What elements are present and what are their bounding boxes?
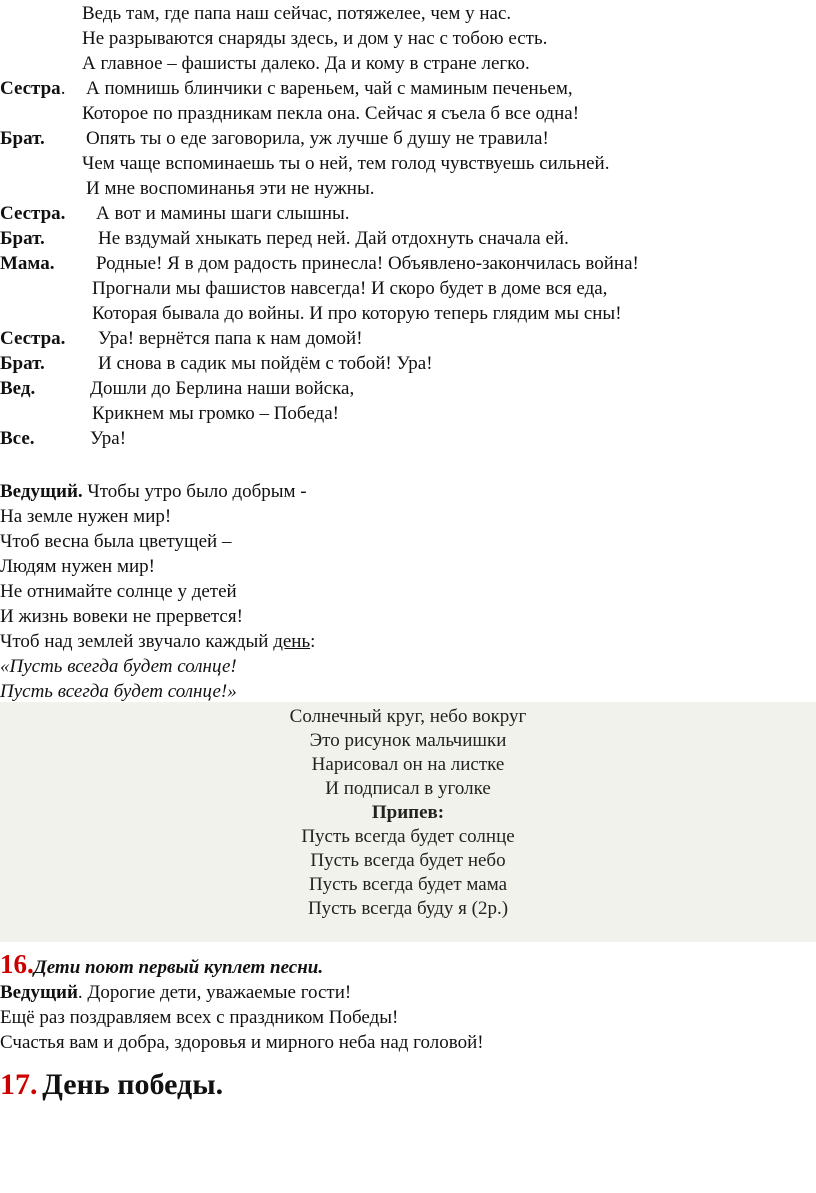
speaker-label: Все.	[0, 428, 35, 449]
dialogue-text: Крикнем мы громко – Победа!	[92, 403, 339, 424]
dialogue-text: Не разрываются снаряды здесь, и дом у нас с тобою есть.	[82, 28, 548, 49]
poem-line: Чтоб над землей звучало каждый день:	[0, 631, 316, 652]
speaker-label: Ведущий	[0, 982, 78, 1003]
song-chorus-line: Пусть всегда будет мама	[308, 874, 508, 895]
dialogue-text: Дошли до Берлина наши войска,	[90, 378, 355, 399]
poem-line: Чтоб весна была цветущей –	[0, 531, 232, 552]
closing-text: . Дорогие дети, уважаемые гости!	[77, 982, 352, 1003]
poem-quote-line: Пусть всегда будет солнце!»	[0, 681, 237, 702]
poem-line: И жизнь вовеки не прервется!	[0, 606, 243, 627]
section-title: День победы.	[42, 1068, 224, 1101]
song-chorus-line: Пусть всегда буду я (2р.)	[307, 898, 509, 919]
speaker-label: Мама.	[0, 253, 55, 274]
song-verse-line: И подписал в уголке	[325, 778, 491, 799]
speaker-label: Брат.	[0, 353, 45, 374]
section-number: 16.	[0, 949, 34, 979]
dialogue-text: Ведь там, где папа наш сейчас, потяжелее, чем у нас.	[82, 3, 512, 24]
dialogue-text: Которое по праздникам пекла она. Сейчас я съела б все одна!	[82, 103, 580, 124]
section-heading	[0, 1066, 223, 1104]
song-verse-line: Это рисунок мальчишки	[309, 730, 507, 751]
poem-quote-line: «Пусть всегда будет солнце!	[0, 656, 237, 677]
underlined-word: день	[273, 631, 311, 652]
dialogue-text: Которая бывала до войны. И про которую теперь глядим мы сны!	[92, 303, 622, 324]
poem-text: Чтобы утро было добрым -	[87, 481, 307, 502]
dialogue-text: А вот и мамины шаги слышны.	[96, 203, 350, 224]
dialogue-text: Чем чаще вспоминаешь ты о ней, тем голод чувствуешь сильней.	[82, 153, 610, 174]
poem-line: Не отнимайте солнце у детей	[0, 581, 237, 602]
section-title: Дети поют первый куплет песни.	[33, 957, 324, 978]
speaker-label: Вед.	[0, 378, 36, 399]
song-verse-line: Солнечный круг, небо вокруг	[289, 706, 527, 727]
dialogue-text: А помнишь блинчики с вареньем, чай с маминым печеньем,	[86, 78, 573, 99]
dialogue-text: Родные! Я в дом радость принесла! Объявлено-закончилась война!	[96, 253, 639, 274]
speaker-label: Сестра.	[0, 203, 66, 224]
song-verse-line: Нарисовал он на листке	[311, 754, 505, 775]
dialogue-text: Ура!	[90, 428, 127, 449]
dialogue-text: А главное – фашисты далеко. Да и кому в стране легко.	[82, 53, 530, 74]
dialogue-text: Не вздумай хныкать перед ней. Дай отдохнуть сначала ей.	[98, 228, 569, 249]
dialogue-text: Ура! вернётся папа к нам домой!	[98, 328, 363, 349]
dialogue-text: Прогнали мы фашистов навсегда! И скоро будет в доме вся еда,	[92, 278, 608, 299]
closing-line: Счастья вам и добра, здоровья и мирного неба над головой!	[0, 1032, 484, 1053]
poem-line: На земле нужен мир!	[0, 506, 172, 527]
poem-line	[0, 480, 307, 504]
speaker-label: Ведущий.	[0, 481, 83, 502]
chorus-title: Припев:	[371, 802, 445, 823]
closing-line: Ещё раз поздравляем всех с праздником Победы!	[0, 1007, 399, 1028]
speaker-label: Брат.	[0, 128, 45, 149]
song-chorus-line: Пусть всегда будет солнце	[301, 826, 515, 847]
dialogue-text: Опять ты о еде заговорила, уж лучше б душу не травила!	[86, 128, 549, 149]
dialogue-text: И снова в садик мы пойдём с тобой! Ура!	[98, 353, 433, 374]
speaker-label: Брат.	[0, 228, 45, 249]
dialogue-text: И мне воспоминанья эти не нужны.	[86, 178, 375, 199]
poem-line: Людям нужен мир!	[0, 556, 155, 577]
song-chorus-line: Пусть всегда будет небо	[310, 850, 506, 871]
closing-line	[0, 981, 351, 1005]
speaker-label: Сестра.	[0, 328, 66, 349]
speaker-label: Сестра.	[0, 78, 66, 99]
section-number: 17.	[0, 1068, 38, 1101]
section-heading	[0, 948, 323, 980]
